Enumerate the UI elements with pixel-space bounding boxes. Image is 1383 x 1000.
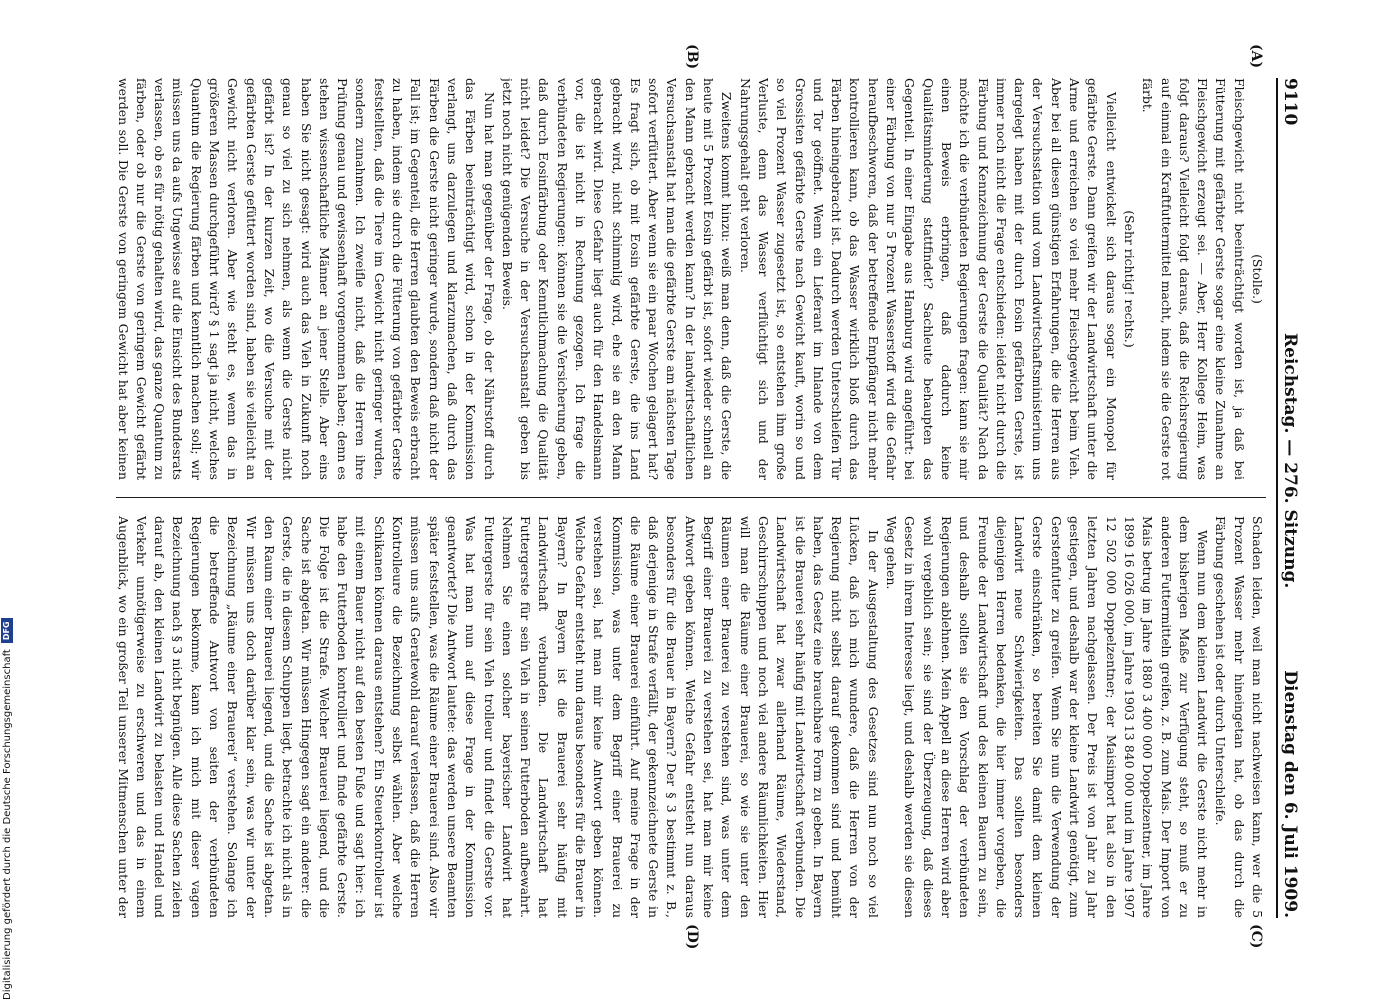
page-number: 9110 bbox=[1280, 78, 1300, 126]
paragraph: Schaden leiden, weil man nicht nachweisen kann, wer die 5 Prozent Wasser mehr hineingetan hat, ob das durch die Färbung geschehen ist oder durch Unterschleife. bbox=[1213, 516, 1265, 918]
session-date: Dienstag den 6. Juli 1909. bbox=[1280, 670, 1300, 918]
paragraph: Vielleicht entwickelt sich daraus sogar ein Monopol für gefärbte Gerste. Dann greifen wir der Landwirtschaft unter die Arme und erreichen so viel mehr Fleischgewicht beim Vieh. Aber bei all diesen günstigen Erfahrungen, die die Herren aus der Versuchsstation und vom Landwirtschaftsministerium uns dargelegt haben mit der durch Eosin gefärbten Gerste, ist immer noch nicht die Frage entschieden: leidet nicht durch die Färbung und Kennzeichnung der Gerste die Qualität? Nach da möchte ich die verbündeten Regierungen fragen: kann sie mir einen Beweis erbringen, daß dadurch keine Qualitätsminderung stattfindet? Sachleute behaupten das Gegenteil. In einer Eingabe aus Hamburg wird angeführt: bei einer Färbung von nur 5 Prozent Wasserstoff wird die Gefahr heraufbeschworen, daß der betreffende Empfänger nicht mehr kontrollieren kann, ob das Wasser wirklich bloß durch das Färben hineingebracht ist. Dadurch werden Unterschleifen Tür und Tor geöffnet. Wenn ein Lieferant im Inlande von dem Grossisten gefärbte Gerste nach Gewicht kauft, worin so und so viel Prozent Wasser zugesetzt ist, so entstehen ihm große Verluste, denn das Wasser verflüchtigt sich und der Nahrungsgehalt geht verloren. bbox=[737, 78, 1119, 480]
left-text-column bbox=[116, 78, 1266, 480]
margin-marker-c: (C) bbox=[1248, 924, 1264, 949]
column-divider bbox=[116, 497, 1266, 498]
paragraph: Nun hat man gegenüber der Frage, ob der Nährstoff durch das Färben beeinträchtigt wird, schon in der Kommission verlangt, uns darzulegen und klarzumachen, daß durch das Färben die Gerste nicht geringer wurde, sondern daß nicht der Fall ist; im Gegenteil, die Herren glaubten den Beweis erbracht zu haben, indem sie durch die Fütterung von gefärbter Gerste feststellten, daß die Tiere im Gewicht nicht geringer wurden, sondern zunahmen. Ich zweifle nicht, daß die Herren ihre Prüfung genau und gewissenhaft vorgenommen haben; denn es stehen wissenschaftliche Männer an jener Stelle. Aber eins haben Sie nicht gesagt: wird auch das Vieh in Zukunft noch genau so viel zu sich nehmen, als wenn die Gerste nicht gefärbt ist? In der kurzen Zeit, wo die Versuche mit der gefärbten Gerste gefüttert worden sind, haben sie vielleicht an Gewicht nicht verloren. Aber wie steht es, wenn das in größeren Massen durchgeführt wird? § 1 sagt ja nicht, welches Quantum die Regierung färben und kenntlich machen soll; wir müssen uns da aufs Ungewisse auf die Einsicht des Bundesrats verlassen, ob es für nötig gehalten wird, das ganze Quantum zu färben, oder ob nur die Gerste von geringem Gewicht gefärbt werden soll. Die Gerste von geringem Gewicht hat aber keinen bbox=[116, 78, 497, 480]
margin-marker-a: (A) bbox=[1248, 44, 1264, 69]
speaker-name: (Stolle.) bbox=[1250, 254, 1265, 304]
page-header bbox=[1276, 78, 1300, 918]
paragraph: Wenn nun dem kleinen Landwirt die Gerste nicht mehr in dem bisherigen Maße zur Verfügung steht, so muß er zu anderen Futtermitteln greifen, z. B. zum Mais. Der Import von Mais betrug im Jahre 1880 3 400 000 Doppelzentner, im Jahre 1899 16 026 000, im Jahre 1903 13 840 000 und im Jahre 1907 12 502 000 Doppelzentner; der Maisimport hat also in den letzten Jahren nachgelassen. Der Preis ist von Jahr zu Jahr gestiegen, und deshalb war der kleine Landwirt genötigt, zum Gerstenfutter zu greifen. Wenn Sie nun die Verwendung der Gerste einschränken, so bereiten Sie damit dem kleinen Landwirt neue Schwierigkeiten. Das sollten besonders diejenigen Herren bedenken, die hier immer vorgeben, die Freunde der Landwirtschaft und des kleinen Bauern zu sein, und deshalb sollten sie den Vorschlag der verbündeten Regierungen ablehnen. Mein Appell an diese Herren wird aber wohl vergeblich sein; sie sind der Überzeugung, daß dieses Gesetz in ihrem Interesse liegt, und deshalb werden sie diesen Weg gehen. bbox=[884, 516, 1211, 918]
credit-text: Digitalisierung gefördert durch die Deutsche Forschungsgemeinschaft bbox=[2, 649, 13, 1000]
paragraph: Fleischgewicht nicht beeinträchtigt worden ist, ja daß bei Fütterung mit gefärbter Gerste sogar eine kleine Zunahme an Fleischgewicht erzeugt sei. — Aber, Herr Kollege Heim, was folgt daraus? Vielleicht folgt daraus, daß die Reichsregierung auf einmal ein Kraftfuttermittel macht, indem sie die Gerste rot färbt. bbox=[1140, 78, 1247, 480]
paragraph: In der Ausgestaltung des Gesetzes sind nun noch so viel Lücken, daß ich mich wundere, daß die Herren von der Regierung nicht selbst darauf gekommen sind und bemüht haben, das Gesetz eine brauchbare Form zu geben. In Bayern ist die Brauerei sehr häufig mit Landwirtschaft verbunden. Die Landwirtschaft hat zwar allerhand Räume, Wiederstand, Geschirrschuppen und noch viel andere Räumlichkeiten. Hier will man die Räume einer Brauerei, so wie sie unter den Räumen einer Brauerei zu verstehen sind, was unter dem Begriff einer Brauerei zu verstehen sei, hat man mir keine Antwort geben können. Welche Gefahr entsteht nun daraus besonders für die Brauer in Bayern? Der § 3 bestimmt z. B., daß derjenige in Strafe verfällt, der gekennzeichnete Gerste in die Räume einer Brauerei einführt. Auf meine Frage in der Kommission, was unter dem Begriff einer Brauerei zu verstehen sei, hat man mir keine Antwort geben können. Welche Gefahr entsteht nun daraus besonders für die Brauer in Bayern? In Bayern ist die Brauerei sehr häufig mit Landwirtschaft verbunden. Die Landwirtschaft hat Futtergerste für sein Vieh in seinen Futterboden aufbewahrt. Nehmen Sie einen solcher bayerischer Landwirt hat Futtergerste für sein Vieh trolleur und findet die Gerste vor. Was hat man nun auf diese Frage in der Kommission geantwortet? Die Antwort lautete: das werden unsere Beamten später feststellen, was die Räume einer Brauerei sind. Also wir müssen uns aufs Geratewohl darauf verlassen, daß die Herren Kontrolleure die Bezeichnung selbst wählen. Aber welche Schikanen können daraus entstehen? Ein Steuerkontrolleur ist mit einem Bauer nicht auf den besten Fuße und sagt hier: ich habe den Futterboden kontrolliert und finde gefärbte Gerste. Die Folge ist die Strafe. Welcher Brauerei liegend, und die Sache ist abgetan. Wir müssen Hingegen sagt ein anderer: die Gerste, die in diesem Schuppen liegt, betrachte ich nicht als in den Raum einer Brauerei liegend, und die Sache ist abgetan. Wir müssen uns doch darüber klar sein, was wir unter der Bezeichnung „Räume einer Brauerei“ verstehen. Solange ich die betreffende Antwort von seiten der verbündeten Regierungen bekomme, kann ich mich mit dieser vagen Bezeichnung nach § 3 nicht begnügen. Alle diese Sachen zielen darauf ab, den kleinen Landwirt zu belasten und Handel und Verkehr unnötigerweise zu erschweren und das in einem Augenblick, wo ein großer Teil unserer Mitmenschen unter der bbox=[116, 516, 881, 918]
dfg-logo: DFG bbox=[1, 618, 13, 643]
paragraph: Zweitens kommt hinzu: weiß man denn, daß die Gerste, die heute mit 5 Prozent Eosin gefärbt ist, sofort wieder schnell an den Mann gebracht werden kann? In der landwirtschaftlichen Versuchsanstalt hat man die gefärbte Gerste am nächsten Tage sofort verfüttert. Aber wenn sie ein paar Wochen gelagert hat? Es fragt sich, ob mit Eosin gefärbte Gerste, die ins Land gebracht wird, nicht schimmlig wird, ehe sie an den Mann gebracht wird. Diese Gefahr liegt auch für den Handelsmann vor, die ist nicht in Rechnung gezogen. Ich frage die verbündeten Regierungen: können sie die Versicherung geben, daß durch Eosinfärbung oder Kenntlichmachung die Qualität nicht leidet? Die Versuche in der Versuchsanstalt geben bis jetzt noch nicht genügenden Beweis. bbox=[499, 78, 735, 480]
interjection: (Sehr richtig! rechts.) bbox=[1121, 210, 1137, 348]
digitization-credit bbox=[0, 0, 16, 1000]
session-title: Reichstag. — 276. Sitzung. bbox=[1280, 333, 1300, 589]
right-text-column bbox=[116, 516, 1266, 918]
margin-marker-b: (B) bbox=[684, 44, 700, 70]
newspaper-page bbox=[70, 44, 1300, 950]
margin-marker-d: (D) bbox=[684, 924, 700, 950]
